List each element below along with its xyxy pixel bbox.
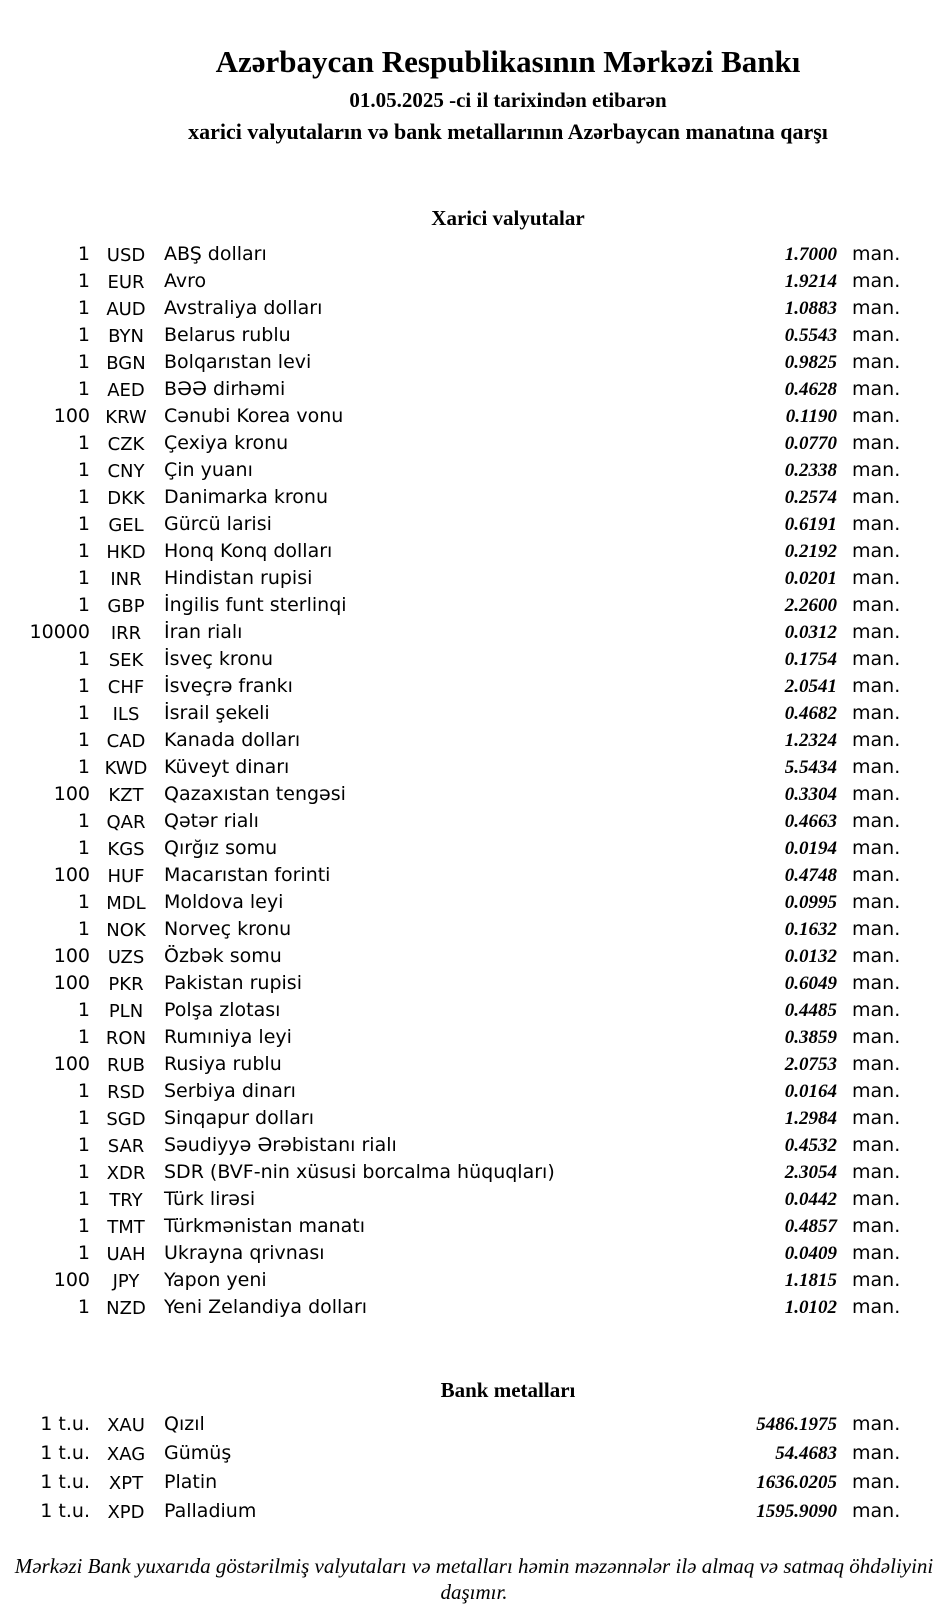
currency-code: UZS	[107, 947, 145, 968]
rate-value: 0.0164	[784, 1081, 837, 1102]
metals-table	[0, 1410, 948, 1526]
scope-line: xarici valyutaların və bank metallarının Azərbaycan manatına qarşı	[188, 119, 828, 144]
currency-name: Avro	[164, 270, 207, 292]
exchange-rates-page	[0, 45, 948, 1613]
rate-value: 5486.1975	[756, 1414, 837, 1435]
currency-name: Kanada dolları	[164, 729, 301, 751]
unit-label: man.	[852, 1188, 901, 1210]
currency-code: QAR	[106, 812, 146, 833]
quantity-cell: 1	[77, 702, 90, 724]
currency-name: Rusiya rublu	[164, 1053, 282, 1075]
quantity-cell: 1	[77, 351, 90, 373]
currency-code: RON	[105, 1028, 147, 1049]
currency-row	[0, 970, 948, 997]
currency-row	[0, 1294, 948, 1321]
unit-label: man.	[852, 729, 901, 751]
unit-label: man.	[852, 1026, 901, 1048]
currency-code: CHF	[107, 677, 145, 698]
quantity-cell: 1	[77, 567, 90, 589]
currency-name: Qırğız somu	[164, 837, 278, 859]
currency-row	[0, 781, 948, 808]
currency-row	[0, 619, 948, 646]
currency-row	[0, 1186, 948, 1213]
currency-row	[0, 754, 948, 781]
unit-label: man.	[852, 1500, 901, 1522]
currency-row	[0, 268, 948, 295]
currency-name: Özbək somu	[164, 945, 282, 967]
currency-row	[0, 538, 948, 565]
unit-label: man.	[852, 513, 901, 535]
quantity-cell: 1	[77, 1188, 90, 1210]
quantity-cell: 1 t.u.	[40, 1500, 90, 1522]
currency-name: Pakistan rupisi	[164, 972, 302, 994]
currency-name: Moldova leyi	[164, 891, 284, 913]
metal-name: Platin	[164, 1471, 218, 1493]
currency-row	[0, 997, 948, 1024]
unit-label: man.	[852, 675, 901, 697]
rate-value: 1.0883	[784, 298, 837, 319]
quantity-cell: 1	[77, 675, 90, 697]
currency-row	[0, 1051, 948, 1078]
unit-label: man.	[852, 1107, 901, 1129]
currency-code: CZK	[107, 434, 145, 455]
quantity-cell: 100	[53, 1053, 90, 1075]
unit-label: man.	[852, 918, 901, 940]
unit-label: man.	[852, 702, 901, 724]
quantity-cell: 1	[77, 243, 90, 265]
unit-label: man.	[852, 1269, 901, 1291]
rate-value: 0.1190	[785, 406, 837, 427]
currency-row	[0, 511, 948, 538]
rate-value: 1.9214	[784, 271, 837, 292]
rate-value: 0.0194	[784, 838, 837, 859]
rate-value: 0.0442	[784, 1189, 837, 1210]
metals-section-title: Bank metalları	[440, 1378, 576, 1402]
quantity-cell: 1	[77, 1080, 90, 1102]
quantity-cell: 1	[77, 1296, 90, 1318]
currency-code: INR	[110, 569, 142, 590]
currency-name: Hindistan rupisi	[164, 567, 313, 589]
currency-code: BGN	[106, 353, 146, 374]
quantity-cell: 1	[77, 918, 90, 940]
rate-value: 0.2192	[784, 541, 837, 562]
currency-name: Honq Konq dolları	[164, 540, 333, 562]
quantity-cell: 100	[53, 1269, 90, 1291]
rate-value: 0.4682	[784, 703, 837, 724]
currency-row	[0, 1078, 948, 1105]
quantity-cell: 1	[77, 378, 90, 400]
quantity-cell: 1	[77, 810, 90, 832]
quantity-cell: 100	[53, 405, 90, 427]
unit-label: man.	[852, 972, 901, 994]
rate-value: 0.4663	[784, 811, 837, 832]
unit-label: man.	[852, 1080, 901, 1102]
quantity-cell: 1	[77, 1134, 90, 1156]
page-title: Azərbaycan Respublikasının Mərkəzi Bankı	[215, 44, 801, 79]
currency-name: ABŞ dolları	[164, 243, 267, 265]
currency-row	[0, 1267, 948, 1294]
currency-row	[0, 376, 948, 403]
rate-value: 0.0995	[784, 892, 837, 913]
unit-label: man.	[852, 567, 901, 589]
currency-row	[0, 295, 948, 322]
currency-name: Cənubi Korea vonu	[164, 405, 344, 427]
quantity-cell: 1	[77, 837, 90, 859]
currency-code: SAR	[107, 1136, 145, 1157]
currency-name: Belarus rublu	[164, 324, 291, 346]
unit-label: man.	[852, 486, 901, 508]
rate-value: 0.3859	[784, 1027, 837, 1048]
currency-name: Bolqarıstan levi	[164, 351, 312, 373]
rate-value: 2.0541	[784, 676, 837, 697]
metal-row	[0, 1439, 948, 1468]
currency-name: Norveç kronu	[164, 918, 292, 940]
unit-label: man.	[852, 1215, 901, 1237]
unit-label: man.	[852, 1134, 901, 1156]
rate-value: 0.6191	[784, 514, 837, 535]
rate-value: 1.7000	[784, 244, 837, 265]
unit-label: man.	[852, 540, 901, 562]
quantity-cell: 1	[77, 324, 90, 346]
currency-name: İsveçrə frankı	[164, 675, 293, 697]
currency-code: HUF	[107, 866, 145, 887]
currency-row	[0, 835, 948, 862]
quantity-cell: 1	[77, 729, 90, 751]
metal-row	[0, 1410, 948, 1439]
unit-label: man.	[852, 459, 901, 481]
currencies-section-title: Xarici valyutalar	[431, 206, 585, 230]
unit-label: man.	[852, 1053, 901, 1075]
currency-name: Danimarka kronu	[164, 486, 329, 508]
currency-name: BƏƏ dirhəmi	[164, 378, 286, 400]
unit-label: man.	[852, 1242, 901, 1264]
rate-value: 0.3304	[784, 784, 837, 805]
currency-row	[0, 403, 948, 430]
metal-code: XAG	[106, 1444, 146, 1465]
unit-label: man.	[852, 621, 901, 643]
currency-code: ILS	[112, 704, 140, 725]
currency-name: İsrail şekeli	[164, 702, 270, 724]
currency-code: GEL	[108, 515, 144, 536]
rate-value: 1636.0205	[756, 1472, 837, 1493]
quantity-cell: 1 t.u.	[40, 1471, 90, 1493]
rate-value: 0.4748	[784, 865, 837, 886]
rate-value: 54.4683	[775, 1443, 837, 1464]
unit-label: man.	[852, 243, 901, 265]
currency-code: DKK	[107, 488, 145, 509]
unit-label: man.	[852, 810, 901, 832]
quantity-cell: 1	[77, 1107, 90, 1129]
unit-label: man.	[852, 837, 901, 859]
rate-value: 0.9825	[784, 352, 837, 373]
currency-code: IRR	[110, 623, 142, 644]
unit-label: man.	[852, 945, 901, 967]
unit-label: man.	[852, 432, 901, 454]
unit-label: man.	[852, 378, 901, 400]
currency-code: KRW	[105, 407, 147, 428]
quantity-cell: 1 t.u.	[40, 1413, 90, 1435]
currency-row	[0, 916, 948, 943]
unit-label: man.	[852, 1161, 901, 1183]
currency-row	[0, 457, 948, 484]
currency-row	[0, 1024, 948, 1051]
currency-name: Qazaxıstan tengəsi	[164, 783, 346, 805]
currency-code: XDR	[106, 1163, 146, 1184]
metal-name: Gümüş	[164, 1442, 232, 1464]
currency-row	[0, 862, 948, 889]
currency-row	[0, 241, 948, 268]
rate-value: 0.4628	[784, 379, 837, 400]
currency-code: HKD	[106, 542, 146, 563]
rate-value: 2.0753	[784, 1054, 837, 1075]
unit-label: man.	[852, 864, 901, 886]
rate-value: 1.0102	[784, 1297, 837, 1318]
currency-code: TRY	[109, 1190, 143, 1211]
currency-code: NOK	[106, 920, 146, 941]
currency-code: CNY	[107, 461, 145, 482]
quantity-cell: 1	[77, 459, 90, 481]
currency-name: İran rialı	[164, 621, 243, 643]
rate-value: 0.0201	[784, 568, 837, 589]
currency-code: PKR	[108, 974, 144, 995]
quantity-cell: 1	[77, 594, 90, 616]
quantity-cell: 1	[77, 756, 90, 778]
quantity-cell: 1	[77, 648, 90, 670]
currency-name: Çin yuanı	[164, 459, 253, 481]
currency-row	[0, 727, 948, 754]
quantity-cell: 10000	[29, 621, 90, 643]
unit-label: man.	[852, 1471, 901, 1493]
currency-code: TMT	[107, 1217, 145, 1238]
effective-date-line: 01.05.2025 -ci il tarixindən etibarən	[349, 88, 667, 112]
metal-name: Palladium	[164, 1500, 257, 1522]
currency-row	[0, 646, 948, 673]
currency-code: SGD	[106, 1109, 146, 1130]
currency-code: KGS	[107, 839, 145, 860]
rate-value: 0.0312	[784, 622, 837, 643]
unit-label: man.	[852, 1413, 901, 1435]
currency-row	[0, 889, 948, 916]
currency-row	[0, 673, 948, 700]
currency-name: SDR (BVF-nin xüsusi borcalma hüquqları)	[164, 1161, 555, 1183]
quantity-cell: 1	[77, 999, 90, 1021]
currency-code: MDL	[106, 893, 146, 914]
quantity-cell: 1 t.u.	[40, 1442, 90, 1464]
currency-code: GBP	[107, 596, 145, 617]
rate-value: 0.2574	[784, 487, 837, 508]
currency-code: KWD	[104, 758, 148, 779]
unit-label: man.	[852, 1442, 901, 1464]
currency-row	[0, 700, 948, 727]
currency-row	[0, 322, 948, 349]
quantity-cell: 100	[53, 945, 90, 967]
currency-row	[0, 430, 948, 457]
currency-code: AED	[107, 380, 145, 401]
quantity-cell: 1	[77, 432, 90, 454]
currency-code: AUD	[106, 299, 146, 320]
currency-name: Qətər rialı	[164, 810, 259, 832]
quantity-cell: 1	[77, 1215, 90, 1237]
currency-name: Serbiya dinarı	[164, 1080, 296, 1102]
unit-label: man.	[852, 297, 901, 319]
unit-label: man.	[852, 594, 901, 616]
metal-code: XPT	[108, 1473, 144, 1494]
quantity-cell: 1	[77, 540, 90, 562]
rate-value: 0.2338	[784, 460, 837, 481]
currency-name: Avstraliya dolları	[164, 297, 323, 319]
currency-code: EUR	[107, 272, 145, 293]
currency-code: UAH	[106, 1244, 146, 1265]
currency-row	[0, 592, 948, 619]
quantity-cell: 1	[77, 486, 90, 508]
unit-label: man.	[852, 270, 901, 292]
rate-value: 1.1815	[784, 1270, 837, 1291]
rate-value: 0.6049	[784, 973, 837, 994]
currency-code: NZD	[106, 1298, 146, 1319]
quantity-cell: 1	[77, 513, 90, 535]
quantity-cell: 1	[77, 891, 90, 913]
currency-name: Çexiya kronu	[164, 432, 289, 454]
rate-value: 1595.9090	[756, 1501, 837, 1522]
unit-label: man.	[852, 324, 901, 346]
metal-code: XPD	[107, 1502, 145, 1523]
currency-code: CAD	[106, 731, 146, 752]
currency-name: Türk lirəsi	[164, 1188, 256, 1210]
currency-name: Səudiyyə Ərəbistanı rialı	[164, 1134, 397, 1156]
quantity-cell: 100	[53, 972, 90, 994]
rate-value: 0.5543	[784, 325, 837, 346]
currency-code: BYN	[108, 326, 144, 347]
currency-code: SEK	[108, 650, 144, 671]
metal-row	[0, 1468, 948, 1497]
currency-name: Yapon yeni	[164, 1269, 267, 1291]
currency-name: İsveç kronu	[164, 648, 274, 670]
currency-row	[0, 484, 948, 511]
unit-label: man.	[852, 351, 901, 373]
currency-code: JPY	[112, 1271, 140, 1292]
currency-code: RSD	[107, 1082, 145, 1103]
currency-name: Polşa zlotası	[164, 999, 281, 1021]
currency-row	[0, 1213, 948, 1240]
currency-code: PLN	[108, 1001, 144, 1022]
rate-value: 1.2324	[784, 730, 837, 751]
currency-name: Gürcü larisi	[164, 513, 272, 535]
rate-value: 0.0770	[784, 433, 837, 454]
metal-row	[0, 1497, 948, 1526]
currency-row	[0, 943, 948, 970]
rate-value: 0.4857	[784, 1216, 837, 1237]
currency-row	[0, 1105, 948, 1132]
unit-label: man.	[852, 1296, 901, 1318]
rate-value: 1.2984	[784, 1108, 837, 1129]
currency-row	[0, 1240, 948, 1267]
quantity-cell: 1	[77, 270, 90, 292]
currency-table	[0, 241, 948, 1321]
disclaimer-note: Mərkəzi Bank yuxarıda göstərilmiş valyutaları və metalları həmin məzənnələr ilə almaq və satmaq öhdəliyini daşımır.	[14, 1554, 934, 1604]
rate-value: 0.1754	[784, 649, 837, 670]
quantity-cell: 1	[77, 1026, 90, 1048]
currency-name: Sinqapur dolları	[164, 1107, 315, 1129]
currency-name: Rumıniya leyi	[164, 1026, 292, 1048]
currency-row	[0, 349, 948, 376]
rate-value: 0.4532	[784, 1135, 837, 1156]
currency-code: USD	[106, 245, 146, 266]
quantity-cell: 100	[53, 783, 90, 805]
rate-value: 0.0132	[784, 946, 837, 967]
currency-row	[0, 565, 948, 592]
quantity-cell: 100	[53, 864, 90, 886]
rate-value: 2.2600	[784, 595, 837, 616]
currency-row	[0, 1159, 948, 1186]
unit-label: man.	[852, 405, 901, 427]
currency-row	[0, 808, 948, 835]
rate-value: 0.4485	[784, 1000, 837, 1021]
currency-name: Ukrayna qrivnası	[164, 1242, 325, 1264]
currency-name: Yeni Zelandiya dolları	[164, 1296, 368, 1318]
unit-label: man.	[852, 891, 901, 913]
currency-row	[0, 1132, 948, 1159]
rate-value: 2.3054	[784, 1162, 837, 1183]
metal-name: Qızıl	[164, 1413, 205, 1435]
quantity-cell: 1	[77, 1242, 90, 1264]
unit-label: man.	[852, 756, 901, 778]
quantity-cell: 1	[77, 1161, 90, 1183]
rate-value: 5.5434	[784, 757, 837, 778]
currency-name: Türkmənistan manatı	[164, 1215, 366, 1237]
currency-code: RUB	[106, 1055, 146, 1076]
rate-value: 0.1632	[784, 919, 837, 940]
unit-label: man.	[852, 783, 901, 805]
metal-code: XAU	[107, 1415, 145, 1436]
unit-label: man.	[852, 999, 901, 1021]
currency-name: Macarıstan forinti	[164, 864, 331, 886]
unit-label: man.	[852, 648, 901, 670]
quantity-cell: 1	[77, 297, 90, 319]
currency-name: İngilis funt sterlinqi	[164, 594, 347, 616]
rate-value: 0.0409	[784, 1243, 837, 1264]
currency-name: Küveyt dinarı	[164, 756, 290, 778]
currency-code: KZT	[108, 785, 144, 806]
